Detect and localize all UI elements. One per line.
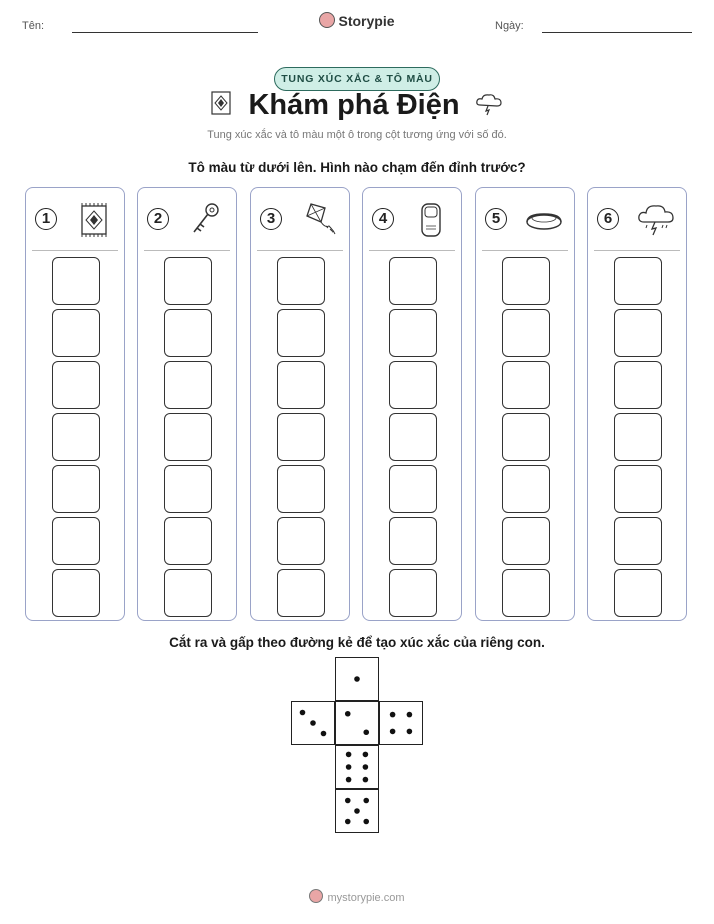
- column-divider: [369, 250, 455, 251]
- dice-face-2: [335, 701, 379, 745]
- dice-face-6: [335, 745, 379, 789]
- coloring-box[interactable]: [52, 309, 100, 357]
- coloring-box[interactable]: [164, 569, 212, 617]
- activity-badge: TUNG XÚC XẮC & TÔ MÀU: [274, 67, 440, 91]
- coloring-box[interactable]: [502, 569, 550, 617]
- soap-icon: [524, 200, 564, 240]
- dice-pips: [336, 658, 378, 700]
- coloring-box[interactable]: [277, 569, 325, 617]
- storypie-logo-icon: [319, 12, 335, 28]
- column-4: [362, 187, 462, 621]
- coloring-box[interactable]: [614, 465, 662, 513]
- coloring-box[interactable]: [389, 465, 437, 513]
- page-title: [0, 89, 714, 122]
- column-divider: [32, 250, 118, 251]
- title-text: Khám phá Điện: [248, 89, 460, 121]
- instruction: Tô màu từ dưới lên. Hình nào chạm đến đỉnh trước?: [188, 160, 526, 175]
- column-3: [250, 187, 350, 621]
- column-number: 1: [35, 208, 57, 230]
- column-divider: [482, 250, 568, 251]
- coloring-box[interactable]: [614, 569, 662, 617]
- coloring-box[interactable]: [614, 517, 662, 565]
- coloring-box[interactable]: [389, 309, 437, 357]
- coloring-box[interactable]: [277, 361, 325, 409]
- coloring-box[interactable]: [502, 257, 550, 305]
- cut-instruction: Cắt ra và gấp theo đường kẻ để tạo xúc xắc của riêng con.: [169, 635, 545, 650]
- coloring-box[interactable]: [502, 517, 550, 565]
- storm-cloud-icon: [636, 200, 676, 240]
- coloring-box[interactable]: [52, 413, 100, 461]
- coloring-box[interactable]: [614, 361, 662, 409]
- coloring-box[interactable]: [52, 465, 100, 513]
- coloring-box[interactable]: [164, 257, 212, 305]
- date-label: Ngày:: [495, 20, 524, 32]
- date-line[interactable]: [542, 32, 692, 33]
- coloring-box[interactable]: [164, 309, 212, 357]
- brand-logo: [0, 12, 714, 29]
- column-number: 4: [372, 208, 394, 230]
- coloring-box[interactable]: [164, 517, 212, 565]
- dice-pips: [336, 746, 378, 788]
- column-number: 2: [147, 208, 169, 230]
- footer: [0, 889, 714, 904]
- coloring-box[interactable]: [277, 465, 325, 513]
- name-line[interactable]: [72, 32, 258, 33]
- column-divider: [144, 250, 230, 251]
- dice-face-4: [379, 701, 423, 745]
- coloring-box[interactable]: [277, 309, 325, 357]
- coloring-box[interactable]: [164, 413, 212, 461]
- coloring-box[interactable]: [389, 569, 437, 617]
- column-number: 6: [597, 208, 619, 230]
- column-1: [25, 187, 125, 621]
- dice-face-5: [335, 789, 379, 833]
- coloring-box[interactable]: [164, 465, 212, 513]
- dice-pips: [380, 702, 422, 744]
- coloring-box[interactable]: [277, 257, 325, 305]
- column-2: [137, 187, 237, 621]
- storypie-logo-icon: [309, 889, 323, 903]
- dice-pips: [292, 702, 334, 744]
- coloring-box[interactable]: [52, 517, 100, 565]
- coloring-box[interactable]: [502, 413, 550, 461]
- footer-site: mystorypie.com: [327, 892, 405, 904]
- finger-icon: [411, 200, 451, 240]
- coloring-box[interactable]: [52, 361, 100, 409]
- dice-face-1: [335, 657, 379, 701]
- column-divider: [594, 250, 680, 251]
- coloring-box[interactable]: [502, 465, 550, 513]
- coloring-box[interactable]: [164, 361, 212, 409]
- column-6: [587, 187, 687, 621]
- column-5: [475, 187, 575, 621]
- key-icon: [186, 200, 226, 240]
- dice-face-3: [291, 701, 335, 745]
- subtitle: Tung xúc xắc và tô màu một ô trong cột tương ứng với số đó.: [207, 129, 507, 141]
- coloring-box[interactable]: [277, 517, 325, 565]
- name-label: Tên:: [22, 20, 45, 32]
- column-divider: [257, 250, 343, 251]
- coloring-box[interactable]: [389, 517, 437, 565]
- coloring-box[interactable]: [277, 413, 325, 461]
- coloring-box[interactable]: [389, 257, 437, 305]
- kite-icon: [299, 200, 339, 240]
- coloring-box[interactable]: [614, 413, 662, 461]
- dice-pips: [336, 790, 378, 832]
- coloring-box[interactable]: [502, 361, 550, 409]
- coloring-box[interactable]: [52, 569, 100, 617]
- dice-pips: [336, 702, 378, 744]
- coloring-box[interactable]: [52, 257, 100, 305]
- coloring-box[interactable]: [389, 361, 437, 409]
- coloring-box[interactable]: [502, 309, 550, 357]
- brand-name: Storypie: [338, 13, 395, 29]
- column-number: 5: [485, 208, 507, 230]
- rug-icon: [74, 200, 114, 240]
- storm-cloud-icon: [474, 90, 504, 116]
- column-number: 3: [260, 208, 282, 230]
- coloring-box[interactable]: [614, 257, 662, 305]
- coloring-box[interactable]: [389, 413, 437, 461]
- coloring-box[interactable]: [614, 309, 662, 357]
- rug-icon: [210, 90, 232, 116]
